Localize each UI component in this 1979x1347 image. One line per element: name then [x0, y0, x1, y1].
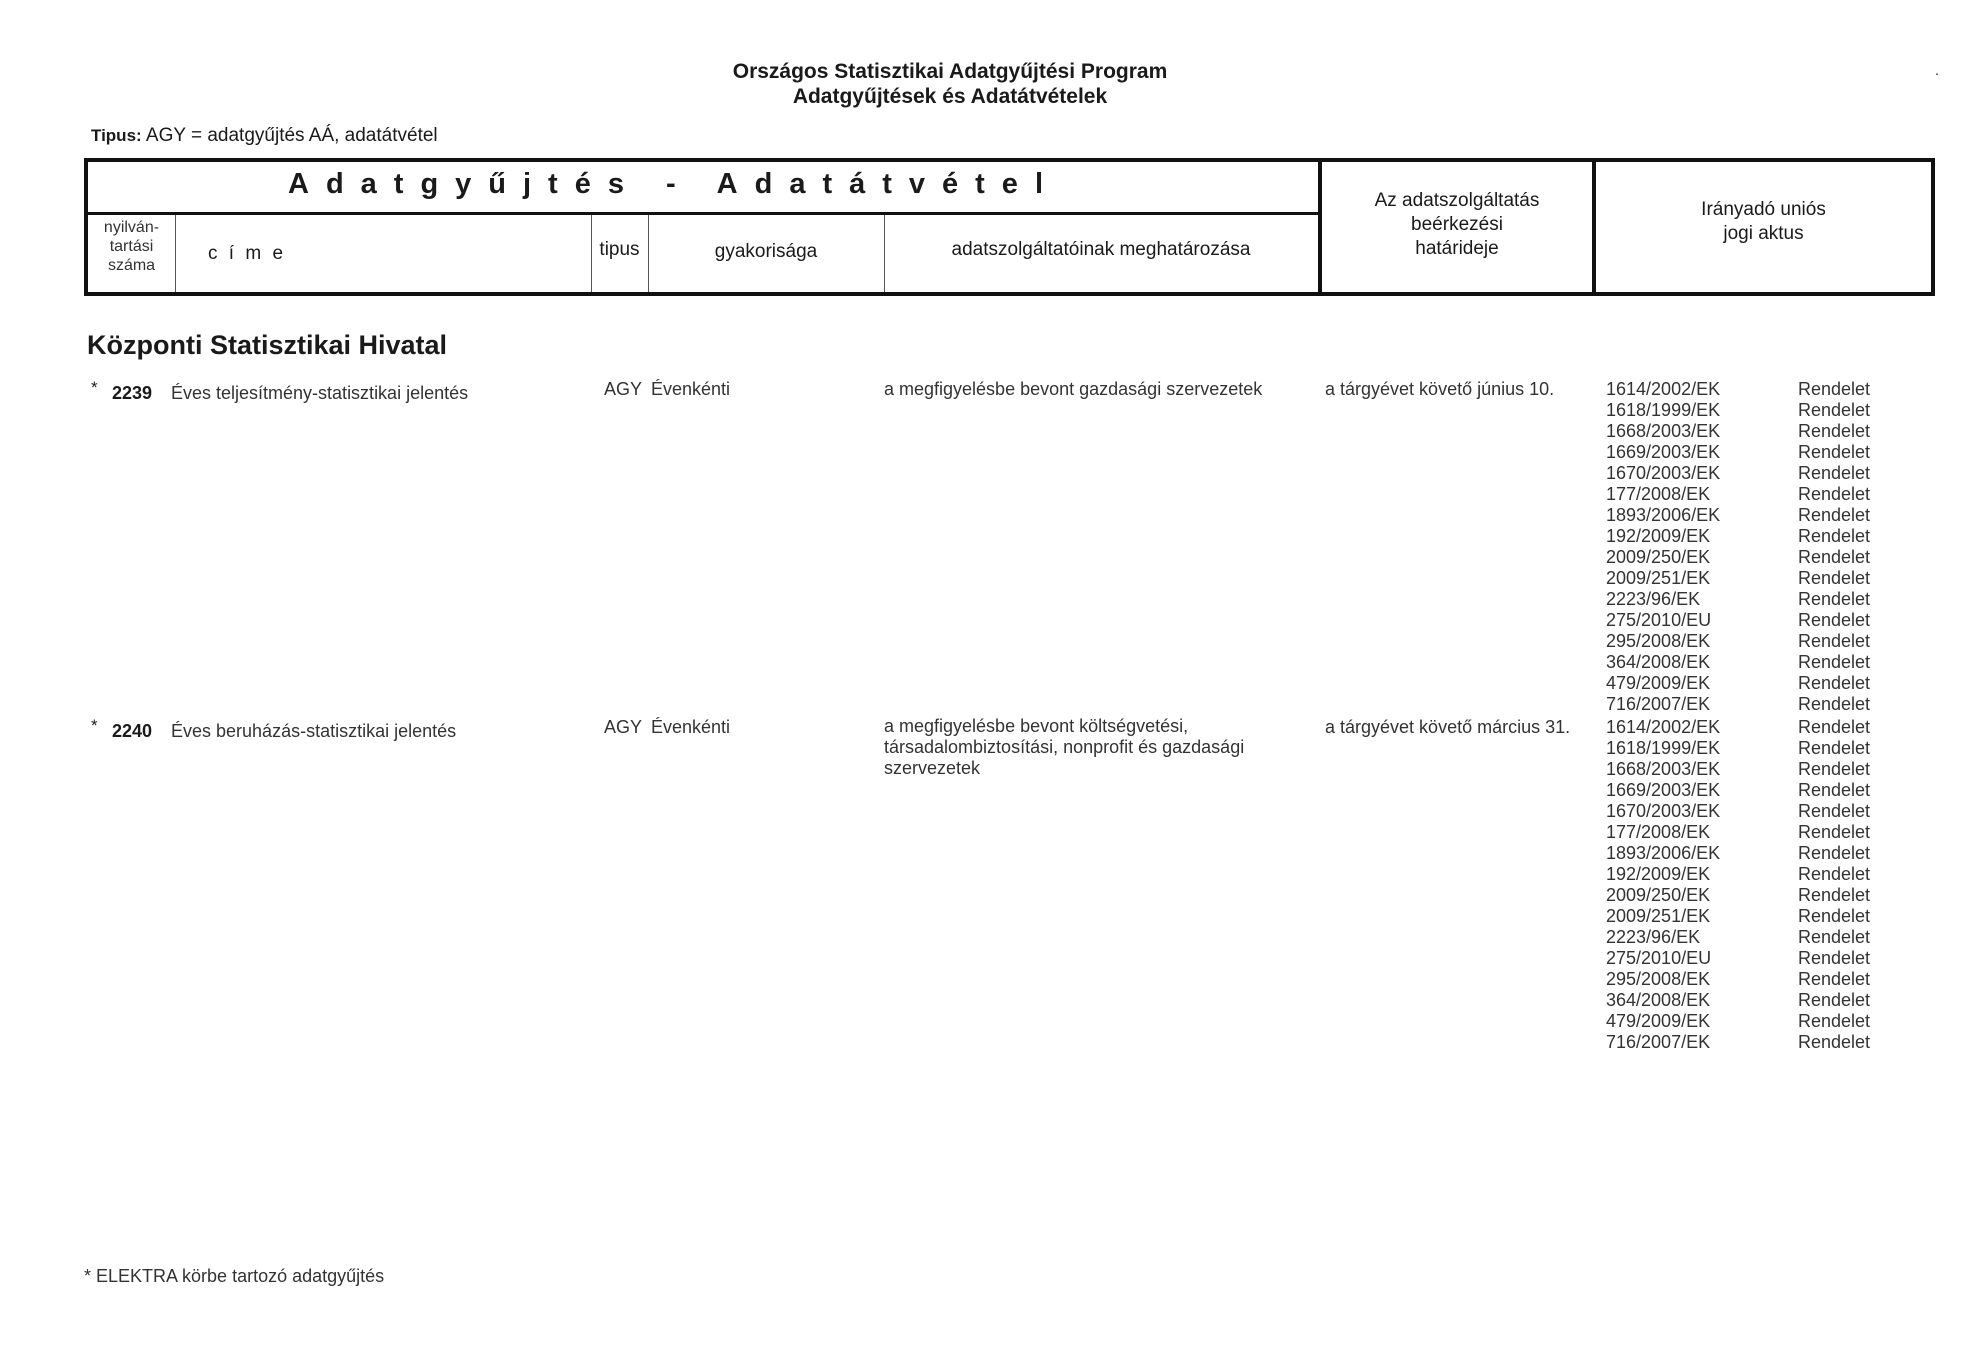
list-item: 2009/250/EK Rendelet: [1606, 547, 1871, 567]
list-item: 1670/2003/EK Rendelet: [1606, 463, 1871, 483]
list-item: 1893/2006/EK Rendelet: [1606, 843, 1871, 863]
list-item: 716/2007/EK Rendelet: [1606, 694, 1871, 714]
row-type: AGY: [604, 717, 643, 737]
list-item: 192/2009/EK Rendelet: [1606, 526, 1871, 546]
header-jogi-aktus: Irányadó uniós jogi aktus: [1701, 199, 1826, 244]
list-item: 177/2008/EK Rendelet: [1606, 822, 1871, 842]
row-type: AGY: [604, 379, 643, 399]
list-item: 1668/2003/EK Rendelet: [1606, 759, 1871, 779]
row-title: Éves beruházás-statisztikai jelentés: [171, 721, 457, 741]
list-item: 192/2009/EK Rendelet: [1606, 864, 1871, 884]
list-item: 2009/251/EK Rendelet: [1606, 568, 1871, 588]
row-frequency: Évenkénti: [651, 717, 731, 737]
list-item: 1614/2002/EK Rendelet: [1606, 379, 1871, 399]
list-item: 1669/2003/EK Rendelet: [1606, 442, 1871, 462]
list-item: 275/2010/EU Rendelet: [1606, 948, 1871, 968]
header-adatszolgaltatok: adatszolgáltatóinak meghatározása: [951, 239, 1251, 260]
list-item: 1618/1999/EK Rendelet: [1606, 400, 1871, 420]
row-frequency: Évenkénti: [651, 379, 731, 399]
tipus-label: Tipus:: [91, 126, 142, 145]
header-tipus: tipus: [599, 239, 640, 260]
list-item: 2223/96/EK Rendelet: [1606, 927, 1871, 947]
legal-act-list: [1606, 717, 1926, 1053]
row-providers: a megfigyelésbe bevont gazdasági szervezetek: [884, 379, 1263, 399]
list-item: 2009/250/EK Rendelet: [1606, 885, 1871, 905]
row-deadline: a tárgyévet követő március 31.: [1325, 717, 1571, 737]
header-cime: c í m e: [208, 243, 287, 264]
column-header-table: [84, 158, 1935, 296]
tipus-legend: [91, 125, 438, 147]
list-item: 177/2008/EK Rendelet: [1606, 484, 1871, 504]
list-item: 716/2007/EK Rendelet: [1606, 1032, 1871, 1052]
header-gyakorisaga: gyakorisága: [714, 241, 818, 262]
list-item: 364/2008/EK Rendelet: [1606, 652, 1871, 672]
list-item: 2223/96/EK Rendelet: [1606, 589, 1871, 609]
legal-act-list: [1606, 379, 1926, 715]
banner-divider: [88, 212, 1318, 215]
list-item: 275/2010/EU Rendelet: [1606, 610, 1871, 630]
divider-col1: [175, 215, 176, 292]
list-item: 1670/2003/EK Rendelet: [1606, 801, 1871, 821]
header-banner: Adatgyűjtés - Adatátvétel: [288, 168, 1060, 200]
list-item: 1669/2003/EK Rendelet: [1606, 780, 1871, 800]
list-item: 295/2008/EK Rendelet: [1606, 631, 1871, 651]
elektra-marker: *: [91, 378, 98, 397]
document-subtitle: Adatgyűjtések és Adatátvételek: [792, 85, 1108, 108]
list-item: 1618/1999/EK Rendelet: [1606, 738, 1871, 758]
row-number: 2240: [112, 721, 153, 741]
footnote: * ELEKTRA körbe tartozó adatgyűjtés: [84, 1266, 385, 1286]
list-item: 479/2009/EK Rendelet: [1606, 1011, 1871, 1031]
tipus-description: AGY = adatgyűjtés AÁ, adatátvétel: [145, 125, 438, 146]
elektra-marker: *: [91, 716, 98, 735]
document-title: Országos Statisztikai Adatgyűjtési Program: [732, 60, 1168, 83]
list-item: 1668/2003/EK Rendelet: [1606, 421, 1871, 441]
list-item: 364/2008/EK Rendelet: [1606, 990, 1871, 1010]
row-deadline: a tárgyévet követő június 10.: [1325, 379, 1555, 399]
list-item: 2009/251/EK Rendelet: [1606, 906, 1871, 926]
row-number: 2239: [112, 383, 153, 403]
list-item: 1614/2002/EK Rendelet: [1606, 717, 1871, 737]
row-title: Éves teljesítmény-statisztikai jelentés: [171, 383, 469, 403]
list-item: 1893/2006/EK Rendelet: [1606, 505, 1871, 525]
header-hatarido: Az adatszolgáltatás beérkezési határideje: [1374, 190, 1540, 259]
section-title: Központi Statisztikai Hivatal: [87, 330, 448, 360]
list-item: 479/2009/EK Rendelet: [1606, 673, 1871, 693]
row-providers: a megfigyelésbe bevont költségvetési, társadalombiztosítási, nonprofit és gazdasági szervezetek: [884, 716, 1245, 778]
list-item: 295/2008/EK Rendelet: [1606, 969, 1871, 989]
header-nyilvantartasi-szama: nyilván- tartási száma: [103, 219, 160, 275]
corner-mark: .: [1935, 62, 1939, 78]
